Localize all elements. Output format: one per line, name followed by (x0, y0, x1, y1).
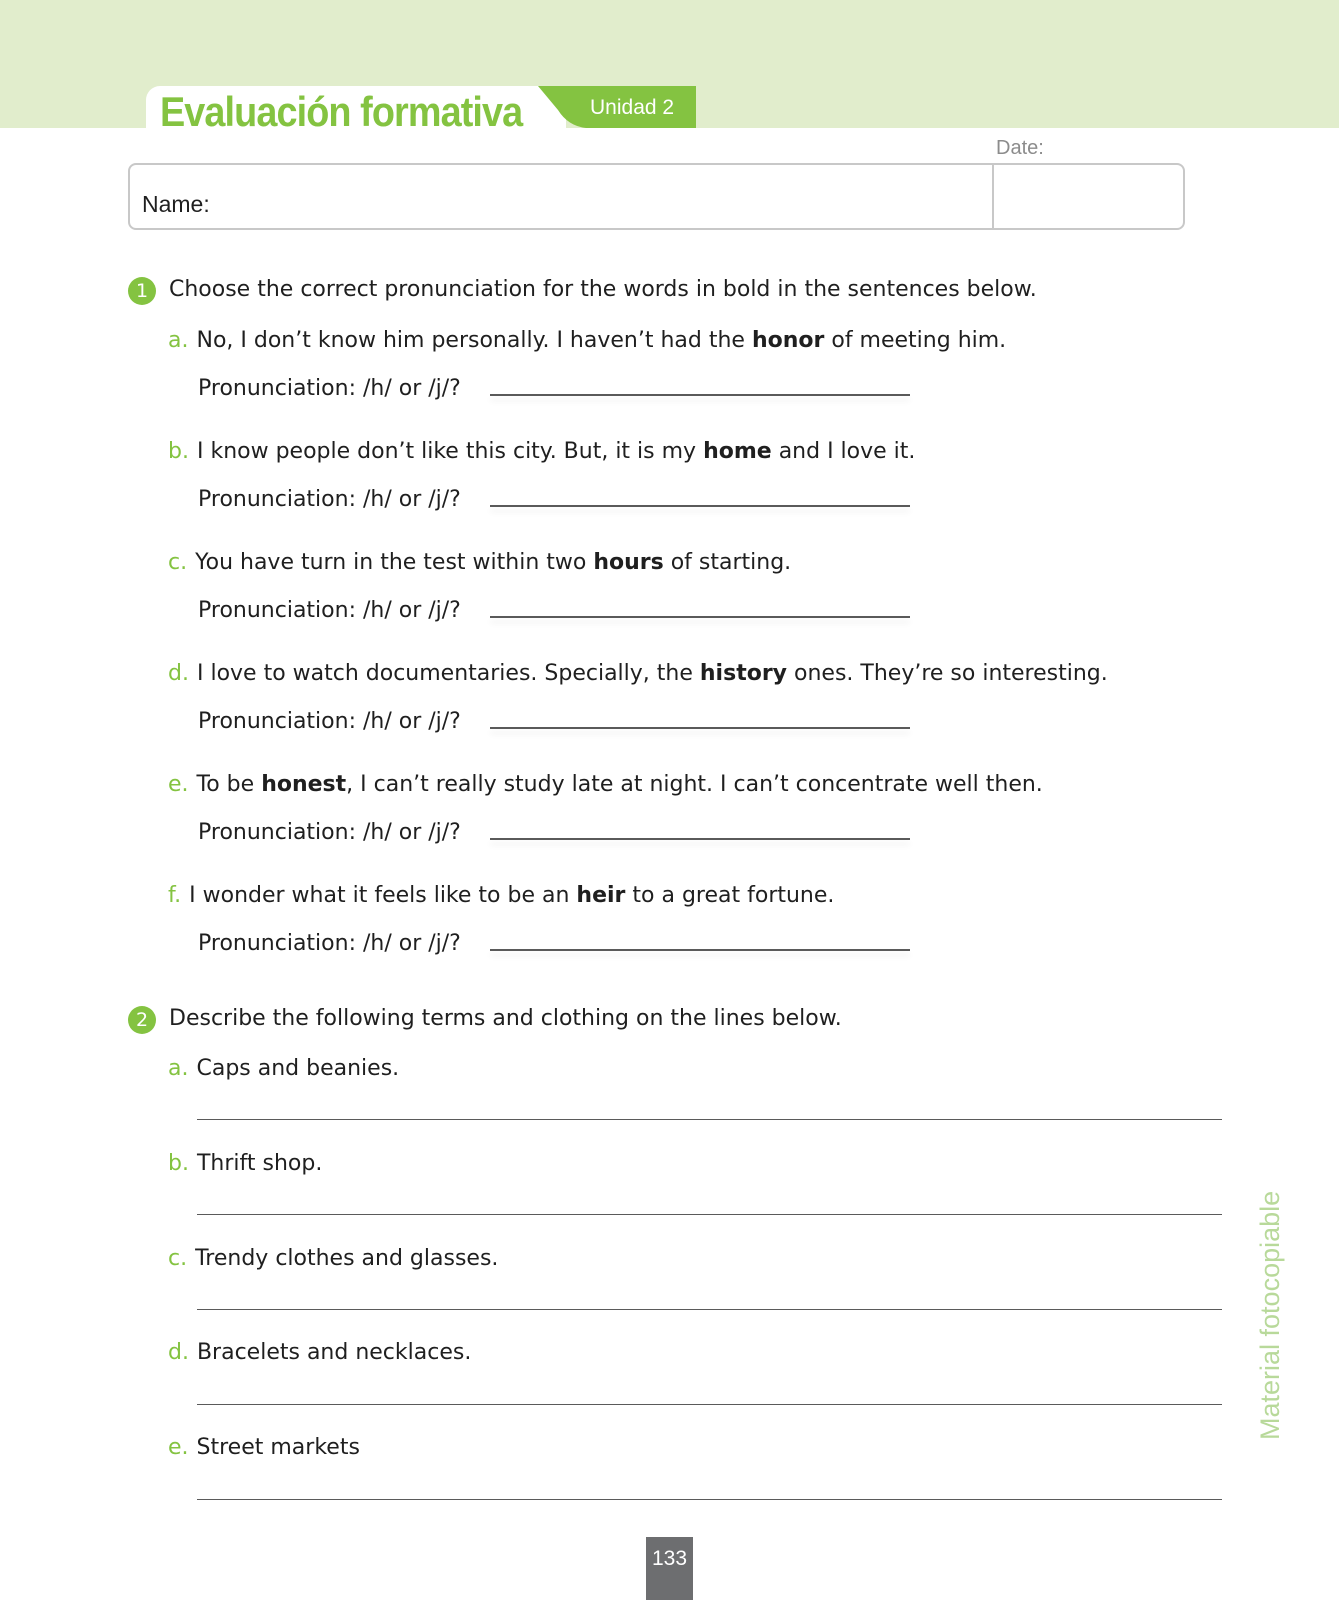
item-letter: e. (168, 772, 189, 797)
item-text: Trendy clothes and glasses. (195, 1246, 499, 1271)
name-label: Name: (142, 191, 210, 217)
pronunciation-label: Pronunciation: /h/ or /j/? (198, 931, 461, 956)
answer-line[interactable] (197, 1214, 1222, 1215)
q2-item-c (168, 1246, 498, 1271)
name-date-divider (992, 165, 994, 228)
item-letter: b. (168, 1151, 189, 1176)
q1-item-f (168, 883, 834, 908)
answer-line[interactable] (490, 727, 910, 729)
bold-word: honest (261, 772, 347, 797)
item-text: I know people don’t like this city. But, it is my (196, 439, 704, 464)
pronunciation-label: Pronunciation: /h/ or /j/? (198, 709, 461, 734)
q2-item-a (168, 1056, 399, 1081)
item-text: to a great fortune. (625, 883, 835, 908)
item-text: You have turn in the test within two (195, 550, 594, 575)
item-text: and I love it. (771, 439, 916, 464)
q2-item-b (168, 1151, 322, 1176)
item-text: No, I don’t know him personally. I haven’t had the (196, 328, 752, 353)
q1-item-b (168, 439, 915, 464)
bold-word: honor (751, 328, 825, 353)
q1-item-c (168, 550, 791, 575)
answer-line[interactable] (490, 394, 910, 396)
bold-word: home (703, 439, 772, 464)
item-letter: d. (168, 1340, 189, 1365)
item-text: Thrift shop. (196, 1151, 323, 1176)
answer-line[interactable] (197, 1309, 1222, 1310)
item-text: I wonder what it feels like to be an (189, 883, 577, 908)
item-text: Bracelets and necklaces. (196, 1340, 472, 1365)
bold-word: history (699, 661, 788, 686)
answer-line[interactable] (197, 1404, 1222, 1405)
q1-item-d (168, 661, 1108, 686)
pronunciation-label: Pronunciation: /h/ or /j/? (198, 487, 461, 512)
item-text: of meeting him. (824, 328, 1007, 353)
item-text: Caps and beanies. (196, 1056, 400, 1081)
question-1-number: 1 (128, 277, 156, 305)
question-1-instruction: Choose the correct pronunciation for the words in bold in the sentences below. (169, 277, 1037, 302)
page-number: 133 (646, 1537, 693, 1600)
answer-line[interactable] (197, 1499, 1222, 1500)
item-text: To be (196, 772, 262, 797)
answer-line[interactable] (490, 949, 910, 951)
date-label: Date: (996, 137, 1044, 159)
answer-line[interactable] (490, 505, 910, 507)
q2-item-d (168, 1340, 471, 1365)
answer-line[interactable] (197, 1119, 1222, 1120)
item-text: I love to watch documentaries. Specially, the (196, 661, 700, 686)
name-date-box (128, 163, 1185, 230)
q2-item-e (168, 1435, 360, 1460)
item-letter: c. (168, 1246, 188, 1271)
pronunciation-label: Pronunciation: /h/ or /j/? (198, 376, 461, 401)
q1-item-e (168, 772, 1043, 797)
item-letter: c. (168, 550, 188, 575)
bold-word: hours (593, 550, 664, 575)
pronunciation-label: Pronunciation: /h/ or /j/? (198, 820, 461, 845)
item-letter: e. (168, 1435, 189, 1460)
item-text: of starting. (663, 550, 792, 575)
bold-word: heir (576, 883, 626, 908)
answer-line[interactable] (490, 616, 910, 618)
item-letter: d. (168, 661, 189, 686)
answer-line[interactable] (490, 838, 910, 840)
item-text: Street markets (196, 1435, 360, 1460)
item-letter: f. (168, 883, 182, 908)
item-letter: a. (168, 1056, 189, 1081)
q1-item-a (168, 328, 1006, 353)
pronunciation-label: Pronunciation: /h/ or /j/? (198, 598, 461, 623)
unit-label: Unidad 2 (590, 96, 675, 119)
question-2-number: 2 (128, 1006, 156, 1034)
question-2-instruction: Describe the following terms and clothing on the lines below. (169, 1006, 842, 1031)
item-text: ones. They’re so interesting. (787, 661, 1108, 686)
side-watermark: Material fotocopiable (1255, 1190, 1285, 1440)
item-text: , I can’t really study late at night. I can’t concentrate well then. (346, 772, 1043, 797)
item-letter: b. (168, 439, 189, 464)
page-title: Evaluación formativa (160, 88, 523, 135)
item-letter: a. (168, 328, 189, 353)
